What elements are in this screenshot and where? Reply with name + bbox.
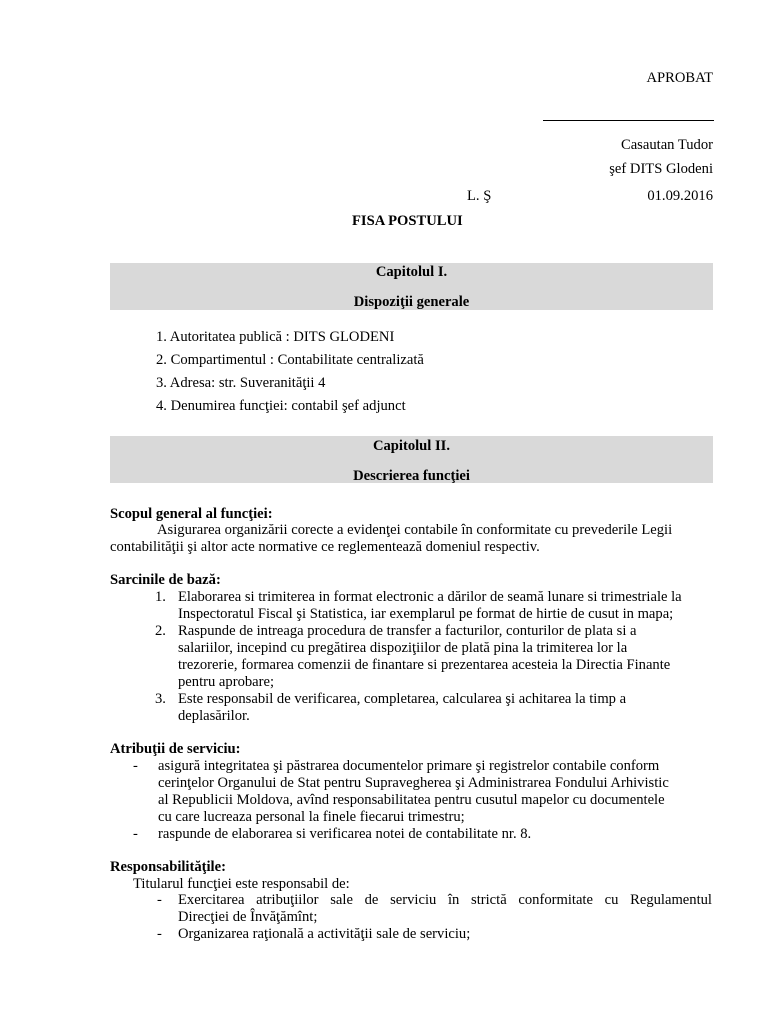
task-line: trezorerie, formarea comenzii de finantare si prezentarea acesteia la Directia Finante: [178, 657, 671, 673]
task-line: Este responsabil de verificarea, completarea, calcularea şi achitarea la timp a: [178, 691, 627, 707]
bullet-dash: -: [157, 892, 162, 908]
chapter2-band: [110, 436, 713, 483]
task-line: Elaborarea si trimiterea in format electronic a dărilor de seamă lunare si trimestriale la: [178, 589, 682, 605]
scope-text-line: Asigurarea organizării corecte a evidenţei contabile în conformitate cu prevederile Legii: [157, 522, 673, 538]
seal-mark: L. Ş: [467, 188, 492, 204]
task-line: salariilor, incepind cu pregătirea dispoziţiilor de plată pina la trimiterea lor la: [178, 640, 628, 656]
scope-text-line: contabilităţii şi altor acte normative ce reglementează domeniul respectiv.: [110, 539, 540, 555]
bullet-dash: -: [133, 758, 138, 774]
list-item: 2. Compartimentul : Contabilitate centralizată: [156, 352, 424, 368]
duty-line: cu care lucreaza personal la finele fiecarui trimestru;: [158, 809, 465, 825]
chapter1-band: [110, 263, 713, 310]
chapter2-label: Capitolul II.: [372, 438, 451, 454]
task-line: pentru aprobare;: [178, 674, 275, 690]
task-number: 2.: [155, 623, 166, 639]
list-item: 1. Autoritatea publică : DITS GLODENI: [156, 329, 395, 345]
responsibilities-intro: Titularul funcţiei este responsabil de:: [133, 876, 350, 892]
tasks-heading: Sarcinile de bază:: [110, 572, 221, 588]
approved-label: APROBAT: [646, 70, 713, 86]
approver-name: Casautan Tudor: [620, 137, 713, 153]
chapter2-subtitle: Descrierea funcţiei: [353, 468, 470, 484]
responsibility-line: Exercitarea atribuţiilor sale de serviciu în strictă conformitate cu Regulamentul: [178, 892, 712, 908]
task-line: deplasărilor.: [178, 708, 250, 724]
responsibility-line: Direcţiei de Învăţămînt;: [178, 909, 318, 925]
approval-date: 01.09.2016: [647, 188, 713, 204]
bullet-dash: -: [133, 826, 138, 842]
duty-line: raspunde de elaborarea si verificarea notei de contabilitate nr. 8.: [158, 826, 532, 842]
duty-line: cerinţelor Organului de Stat pentru Supravegherea şi Administrarea Fondului Arhivistic: [158, 775, 669, 791]
bullet-dash: -: [157, 926, 162, 942]
duty-line: al Republicii Moldova, avînd responsabilitatea pentru cusutul mapelor cu documentele: [158, 792, 665, 808]
list-item: 4. Denumirea funcţiei: contabil şef adjunct: [156, 398, 406, 414]
chapter1-subtitle: Dispoziţii generale: [353, 294, 470, 310]
document-title: FISA POSTULUI: [352, 213, 463, 229]
duties-heading: Atribuţii de serviciu:: [110, 741, 241, 757]
approver-position: şef DITS Glodeni: [609, 161, 713, 177]
task-line: Raspunde de intreaga procedura de transfer a facturilor, conturilor de plata si a: [178, 623, 637, 639]
responsibility-line: Organizarea raţională a activităţii sale de serviciu;: [178, 926, 471, 942]
task-line: Inspectoratul Fiscal şi Statistica, iar exemplarul pe format de hirtie de cusut in mapa;: [178, 606, 674, 622]
chapter1-label: Capitolul I.: [375, 264, 448, 280]
task-number: 3.: [155, 691, 166, 707]
responsibilities-heading: Responsabilităţile:: [110, 859, 226, 875]
list-item: 3. Adresa: str. Suveranităţii 4: [156, 375, 326, 391]
scope-heading: Scopul general al funcţiei:: [110, 506, 273, 522]
duty-line: asigură integritatea şi păstrarea documentelor primare şi registrelor contabile conform: [158, 758, 660, 774]
signature-line: [543, 120, 714, 121]
task-number: 1.: [155, 589, 166, 605]
